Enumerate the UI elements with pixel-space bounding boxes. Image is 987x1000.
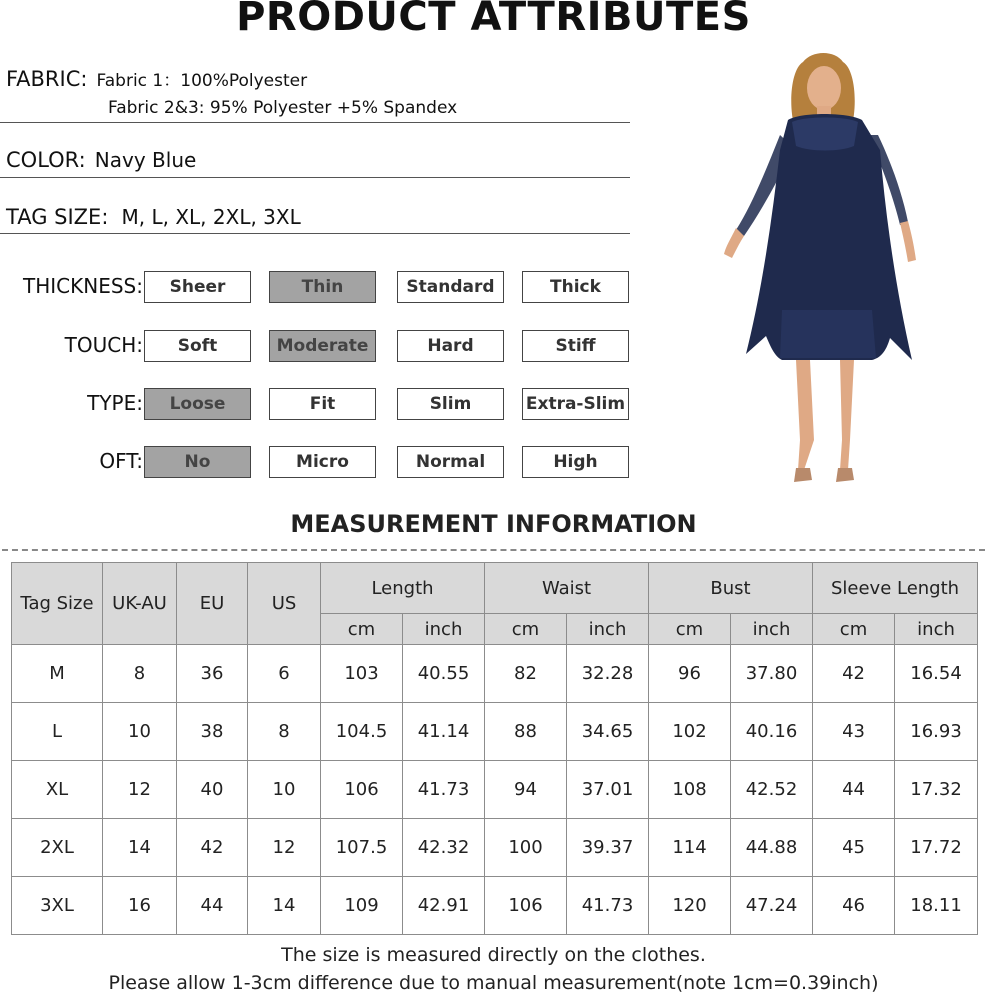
type-option-fit: Fit xyxy=(269,388,376,420)
divider xyxy=(0,233,630,234)
header-tag-size: Tag Size xyxy=(12,563,103,645)
oft-option-micro: Micro xyxy=(269,446,376,478)
table-cell: M xyxy=(12,645,103,703)
table-cell: 37.01 xyxy=(567,761,649,819)
table-cell: 16 xyxy=(103,877,177,935)
thickness-option-thick: Thick xyxy=(522,271,629,303)
table-cell: 40.55 xyxy=(403,645,485,703)
table-cell: 106 xyxy=(321,761,403,819)
table-cell: L xyxy=(12,703,103,761)
oft-row xyxy=(0,446,640,478)
color-value: Navy Blue xyxy=(94,148,197,172)
dashed-divider xyxy=(2,549,985,551)
touch-label: TOUCH: xyxy=(64,333,143,357)
table-cell: 41.73 xyxy=(403,761,485,819)
table-cell: 44.88 xyxy=(731,819,813,877)
table-cell: 107.5 xyxy=(321,819,403,877)
type-option-loose: Loose xyxy=(144,388,251,420)
header-uk-au: UK-AU xyxy=(103,563,177,645)
header-length: Length xyxy=(321,563,485,614)
type-option-extra-slim: Extra-Slim xyxy=(522,388,629,420)
tag-size-attribute xyxy=(6,205,301,229)
color-label: COLOR: xyxy=(6,148,86,172)
table-cell: 12 xyxy=(103,761,177,819)
type-option-slim: Slim xyxy=(397,388,504,420)
unit-cm: cm xyxy=(485,614,567,645)
thickness-option-sheer: Sheer xyxy=(144,271,251,303)
thickness-row xyxy=(0,271,640,303)
table-cell: 42.32 xyxy=(403,819,485,877)
header-sleeve-length: Sleeve Length xyxy=(813,563,978,614)
table-row xyxy=(12,819,978,877)
table-cell: 46 xyxy=(813,877,895,935)
table-header-row xyxy=(12,563,978,614)
unit-inch: inch xyxy=(567,614,649,645)
table-cell: 32.28 xyxy=(567,645,649,703)
page-title: PRODUCT ATTRIBUTES xyxy=(236,0,751,40)
table-cell: 40.16 xyxy=(731,703,813,761)
table-cell: 14 xyxy=(248,877,321,935)
table-cell: 38 xyxy=(177,703,248,761)
table-cell: 14 xyxy=(103,819,177,877)
type-row xyxy=(0,388,640,420)
table-cell: 106 xyxy=(485,877,567,935)
oft-option-no: No xyxy=(144,446,251,478)
table-cell: 103 xyxy=(321,645,403,703)
measure-note-2: Please allow 1-3cm difference due to manual measurement(note 1cm=0.39inch) xyxy=(108,972,879,994)
fabric-line-2: Fabric 2&3: 95% Polyester +5% Spandex xyxy=(108,98,458,118)
table-cell: 8 xyxy=(248,703,321,761)
unit-cm: cm xyxy=(649,614,731,645)
table-cell: 12 xyxy=(248,819,321,877)
table-row xyxy=(12,761,978,819)
table-cell: 42 xyxy=(813,645,895,703)
table-cell: 16.93 xyxy=(895,703,978,761)
table-cell: 104.5 xyxy=(321,703,403,761)
tag-size-value: M, L, XL, 2XL, 3XL xyxy=(121,205,301,229)
table-cell: 109 xyxy=(321,877,403,935)
oft-label: OFT: xyxy=(99,449,143,473)
table-body xyxy=(12,645,978,935)
touch-option-hard: Hard xyxy=(397,330,504,362)
unit-inch: inch xyxy=(895,614,978,645)
table-cell: 18.11 xyxy=(895,877,978,935)
table-cell: 108 xyxy=(649,761,731,819)
table-cell: 2XL xyxy=(12,819,103,877)
table-cell: 42.91 xyxy=(403,877,485,935)
touch-row xyxy=(0,330,640,362)
table-cell: 120 xyxy=(649,877,731,935)
table-row xyxy=(12,877,978,935)
size-table xyxy=(11,562,978,935)
table-cell: 47.24 xyxy=(731,877,813,935)
table-cell: 42.52 xyxy=(731,761,813,819)
unit-inch: inch xyxy=(403,614,485,645)
table-cell: 10 xyxy=(103,703,177,761)
table-row xyxy=(12,703,978,761)
color-attribute xyxy=(6,148,196,172)
type-label: TYPE: xyxy=(87,391,143,415)
fabric-label: FABRIC: xyxy=(6,67,88,91)
table-cell: 82 xyxy=(485,645,567,703)
table-cell: 44 xyxy=(177,877,248,935)
table-cell: 10 xyxy=(248,761,321,819)
table-cell: 45 xyxy=(813,819,895,877)
table-cell: 34.65 xyxy=(567,703,649,761)
table-cell: 36 xyxy=(177,645,248,703)
touch-option-stiff: Stiff xyxy=(522,330,629,362)
table-cell: 94 xyxy=(485,761,567,819)
table-cell: 96 xyxy=(649,645,731,703)
thickness-option-standard: Standard xyxy=(397,271,504,303)
measurement-title: MEASUREMENT INFORMATION xyxy=(290,510,697,538)
oft-option-normal: Normal xyxy=(397,446,504,478)
header-bust: Bust xyxy=(649,563,813,614)
table-cell: 41.14 xyxy=(403,703,485,761)
table-cell: 40 xyxy=(177,761,248,819)
table-cell: 43 xyxy=(813,703,895,761)
table-cell: 102 xyxy=(649,703,731,761)
table-cell: 114 xyxy=(649,819,731,877)
fabric-attribute xyxy=(6,66,307,91)
table-cell: 6 xyxy=(248,645,321,703)
unit-inch: inch xyxy=(731,614,813,645)
dress-illustration xyxy=(700,40,970,495)
fabric-line-1: Fabric 1：100%Polyester xyxy=(96,71,308,91)
header-eu: EU xyxy=(177,563,248,645)
divider xyxy=(0,122,630,123)
thickness-option-thin: Thin xyxy=(269,271,376,303)
table-cell: 42 xyxy=(177,819,248,877)
unit-cm: cm xyxy=(813,614,895,645)
header-us: US xyxy=(248,563,321,645)
table-row xyxy=(12,645,978,703)
touch-option-moderate: Moderate xyxy=(269,330,376,362)
unit-cm: cm xyxy=(321,614,403,645)
model-photo xyxy=(700,40,970,495)
tag-size-label: TAG SIZE: xyxy=(6,205,109,229)
table-cell: 100 xyxy=(485,819,567,877)
table-cell: 17.72 xyxy=(895,819,978,877)
measure-note-1: The size is measured directly on the clothes. xyxy=(281,944,706,966)
header-waist: Waist xyxy=(485,563,649,614)
table-cell: 44 xyxy=(813,761,895,819)
divider xyxy=(0,177,630,178)
oft-option-high: High xyxy=(522,446,629,478)
table-cell: 39.37 xyxy=(567,819,649,877)
table-cell: 16.54 xyxy=(895,645,978,703)
table-cell: 3XL xyxy=(12,877,103,935)
touch-option-soft: Soft xyxy=(144,330,251,362)
table-cell: 17.32 xyxy=(895,761,978,819)
table-cell: 37.80 xyxy=(731,645,813,703)
thickness-label: THICKNESS: xyxy=(23,274,143,298)
table-cell: 8 xyxy=(103,645,177,703)
table-cell: XL xyxy=(12,761,103,819)
table-cell: 41.73 xyxy=(567,877,649,935)
table-cell: 88 xyxy=(485,703,567,761)
